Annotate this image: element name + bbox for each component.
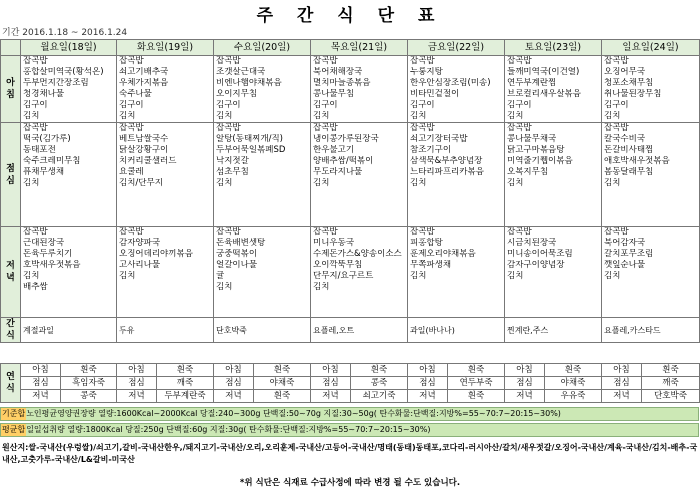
menu-item: 김치 [119, 111, 136, 121]
menu-period: 기간 2016.1.18 ~ 2016.1.24 [2, 28, 128, 38]
menu-item: 비타민겉절이 [410, 89, 460, 99]
lunch-day-cell [311, 123, 408, 227]
porridge-item-cell: 야채죽 [545, 377, 602, 390]
menu-item: 오이지무침 [216, 89, 258, 99]
breakfast-day-cell [505, 56, 602, 123]
menu-item: 김치/단무지 [119, 178, 163, 188]
menu-item: 삼색묵&부추양념장 [410, 156, 483, 166]
menu-item: 잡곡밥 [119, 56, 144, 66]
menu-item: 잡곡밥 [313, 56, 338, 66]
menu-item: 김치 [23, 111, 40, 121]
porridge-meal-cell: 점심 [408, 377, 448, 390]
menu-item: 잡곡밥 [507, 56, 532, 66]
menu-item: 김치 [313, 282, 330, 292]
menu-item: 잡곡밥 [410, 56, 435, 66]
menu-item [507, 282, 599, 293]
menu-item [604, 282, 697, 293]
menu-item: 김구이 [410, 100, 435, 110]
day-header: 수요일(20일) [214, 40, 311, 56]
day-header: 월요일(18일) [21, 40, 117, 56]
menu-item: 훈제오리야채볶음 [410, 249, 476, 259]
lunch-label: 점 심 [1, 123, 21, 227]
menu-item: 오징어데리야끼볶음 [119, 249, 193, 259]
menu-item: 돈갈비사태찜 [604, 145, 654, 155]
menu-item: 양배추쌈/떡볶이 [313, 156, 374, 166]
menu-item: 귤 [216, 271, 225, 281]
menu-item: 감자양파국 [119, 238, 161, 248]
menu-item: 단무지/요구르트 [313, 271, 374, 281]
porridge-item-cell: 흰죽 [254, 364, 311, 377]
menu-item: 비엔나햄야채볶음 [216, 78, 282, 88]
menu-item: 숙주나물 [119, 89, 152, 99]
menu-item: 브로컬리새우살볶음 [507, 89, 581, 99]
dinner-day-cell [408, 227, 505, 318]
menu-item: 들깨미역국(이건열) [507, 67, 580, 77]
breakfast-day-cell [602, 56, 700, 123]
porridge-item-cell: 흰죽 [61, 364, 117, 377]
menu-item [410, 282, 502, 293]
menu-item: 한우불고기 [313, 145, 355, 155]
menu-item: 배추쌈 [23, 282, 48, 292]
snack-cell: 계절과일 [21, 318, 117, 343]
menu-item: 요쿨레 [119, 167, 144, 177]
senior-nutrition-text: 노인평균영양권장량 열량:1600Kcal~2000Kcal 당질:240~300g 단백질:50~70g 지질:30~50g( 탄수화물:단백질:지방%=55~70:7~20:15~30%) [26, 409, 561, 418]
porridge-item-cell: 콩죽 [61, 390, 117, 403]
menu-item: 잡곡밥 [507, 123, 532, 133]
menu-item [119, 282, 211, 293]
menu-item: 피홍합탕 [410, 238, 443, 248]
menu-item: 돈육배변셋탕 [216, 238, 266, 248]
menu-item: 김치 [507, 178, 524, 188]
menu-item: 조갯살근대국 [216, 67, 266, 77]
menu-item: 연두부계란찜 [507, 78, 557, 88]
menu-item: 잡곡밥 [507, 227, 532, 237]
menu-item: 김치 [604, 178, 621, 188]
porridge-item-cell: 흰죽 [545, 364, 602, 377]
porridge-meal-cell: 점심 [505, 377, 545, 390]
menu-item: 돈육두루치기 [23, 249, 73, 259]
day-header: 일요일(24일) [602, 40, 700, 56]
menu-item: 감자구이양념장 [507, 260, 565, 270]
menu-item: 봄동달래무침 [604, 167, 654, 177]
menu-item: 두부어묵일볶폐SD [216, 145, 286, 155]
lunch-day-cell [408, 123, 505, 227]
porridge-meal-cell: 아침 [117, 364, 157, 377]
porridge-meal-cell: 점심 [311, 377, 351, 390]
adult-nutrition-tag: 평균합 [2, 425, 26, 434]
lunch-day-cell [602, 123, 700, 227]
dinner-day-cell [311, 227, 408, 318]
menu-item: 미니우동국 [313, 238, 355, 248]
menu-item: 참조기구이 [410, 145, 452, 155]
snack-cell: 찐계란,주스 [505, 318, 602, 343]
menu-item: 김치 [410, 111, 427, 121]
porridge-meal-cell: 아침 [602, 364, 642, 377]
menu-item: 김치 [313, 178, 330, 188]
lunch-day-cell [21, 123, 117, 227]
menu-item: 김구이 [313, 100, 338, 110]
lunch-day-cell [505, 123, 602, 227]
porridge-meal-cell: 점심 [117, 377, 157, 390]
menu-item: 쇠고기장터국밥 [410, 134, 468, 144]
menu-item: 퓨채무생채 [23, 167, 65, 177]
menu-item: 콩나물무침 [313, 89, 355, 99]
menu-item: 닭고구마볶음탕 [507, 145, 565, 155]
porridge-meal-cell: 점심 [602, 377, 642, 390]
menu-item: 무도라지나물 [313, 167, 363, 177]
menu-item: 김치 [507, 271, 524, 281]
change-notice: *위 식단은 식재료 수급사정에 따라 변경 될 수도 있습니다. [239, 478, 461, 488]
day-header: 화요일(19일) [117, 40, 214, 56]
porridge-item-cell: 야채죽 [254, 377, 311, 390]
menu-item: 깻잎순나물 [604, 260, 646, 270]
porridge-meal-cell: 점심 [214, 377, 254, 390]
menu-item: 홍합살미역국(황석온) [23, 67, 104, 77]
menu-item: 김치 [216, 111, 233, 121]
menu-item: 청포소채무침 [604, 78, 654, 88]
porridge-meal-cell: 저녁 [505, 390, 545, 403]
menu-item: 김치 [507, 111, 524, 121]
snack-label: 간식 [1, 318, 21, 343]
menu-item: 청경채나물 [23, 89, 65, 99]
menu-item: 잡곡밥 [216, 227, 241, 237]
origin-info: 원산지:쌀-국내산(우렁쌀)/쇠고기,갈비-국내산한우,/돼지고기-국내산/오리,오리훈제-국내산/고등어-국내산/명태(동태)동태포,코다리-러시아산/갈치/새우젓갈/오징어-국내산/계육-국내산/김치-배추-국내산,고춧가루-국내산/L&갈비-미국산 [2, 443, 698, 464]
porridge-item-cell: 흰죽 [448, 364, 505, 377]
dinner-day-cell [214, 227, 311, 318]
snack-cell: 두유 [117, 318, 214, 343]
porridge-table [0, 363, 700, 403]
adult-nutrition-bar [0, 423, 699, 437]
menu-item: 잡곡밥 [313, 227, 338, 237]
menu-item: 누룽지탕 [410, 67, 443, 77]
menu-item: 알탕(동태찌개/직) [216, 134, 283, 144]
menu-item: 북어채해장국 [313, 67, 363, 77]
porridge-item-cell: 깨죽 [157, 377, 214, 390]
menu-item: 김구이 [604, 100, 629, 110]
senior-nutrition-tag: 기준합 [2, 409, 26, 418]
day-header: 금요일(22일) [408, 40, 505, 56]
breakfast-day-cell [311, 56, 408, 123]
menu-item: 잡곡밥 [119, 123, 144, 133]
menu-item: 김치 [216, 178, 233, 188]
menu-item: 잡곡밥 [23, 227, 48, 237]
menu-item: 잡곡밥 [119, 227, 144, 237]
porridge-meal-cell: 저녁 [21, 390, 61, 403]
menu-item: 김치 [604, 271, 621, 281]
menu-item: 김치 [23, 178, 40, 188]
menu-item: 낙지젓갈 [216, 156, 249, 166]
lunch-day-cell [214, 123, 311, 227]
porridge-meal-cell: 저녁 [117, 390, 157, 403]
senior-nutrition-bar [0, 407, 699, 421]
breakfast-day-cell [117, 56, 214, 123]
menu-item: 동태포전 [23, 145, 56, 155]
menu-item: 숙주크레미무침 [23, 156, 81, 166]
menu-item: 잡곡밥 [23, 56, 48, 66]
porridge-item-cell: 쇠고기죽 [351, 390, 408, 403]
menu-item: 잡곡밥 [604, 227, 629, 237]
menu-item: 얼갈이나물 [216, 260, 258, 270]
porridge-item-cell: 흑임자죽 [61, 377, 117, 390]
menu-item: 떡국(김가루) [23, 134, 71, 144]
menu-item: 닭살강황구이 [119, 145, 169, 155]
menu-item: 김구이 [216, 100, 241, 110]
menu-item: 잡곡밥 [23, 123, 48, 133]
porridge-item-cell: 흰죽 [448, 390, 505, 403]
dinner-day-cell [602, 227, 700, 318]
menu-item: 잡곡밥 [604, 123, 629, 133]
snack-cell: 요플레,카스타드 [602, 318, 700, 343]
menu-item: 수제돈가스&양송이소스 [313, 249, 402, 259]
menu-item: 우체가지볶음 [119, 78, 169, 88]
menu-item: 오징어무국 [604, 67, 646, 77]
snack-cell: 단호박죽 [214, 318, 311, 343]
porridge-meal-cell: 저녁 [602, 390, 642, 403]
breakfast-row [1, 56, 700, 123]
menu-item: 미역줄기쮑이볶음 [507, 156, 573, 166]
menu-item: 무쪽파생채 [410, 260, 452, 270]
porridge-row [1, 364, 700, 377]
menu-item: 김치 [23, 271, 40, 281]
snack-cell: 과일(바나나) [408, 318, 505, 343]
page-title: 주 간 식 단 표 [256, 6, 444, 26]
breakfast-day-cell [214, 56, 311, 123]
porridge-row [1, 390, 700, 403]
menu-item: 칼국수비국 [604, 134, 646, 144]
menu-item: 근대된장국 [23, 238, 65, 248]
menu-item: 잡곡밥 [216, 123, 241, 133]
breakfast-day-cell [408, 56, 505, 123]
menu-item: 애호박새우젓볶음 [604, 156, 670, 166]
menu-item: 잡곡밥 [410, 227, 435, 237]
menu-item: 김치 [410, 271, 427, 281]
menu-item: 호박새우젓볶음 [23, 260, 81, 270]
dinner-day-cell [117, 227, 214, 318]
menu-item: 김치 [604, 111, 621, 121]
menu-item: 두부먼지간장조림 [23, 78, 89, 88]
menu-item: 오복지무침 [507, 167, 549, 177]
porridge-item-cell: 우유죽 [545, 390, 602, 403]
menu-item: 김구이 [119, 100, 144, 110]
breakfast-day-cell [21, 56, 117, 123]
porridge-item-cell: 흰죽 [254, 390, 311, 403]
snack-row [1, 318, 700, 343]
menu-item: 오이깍뚝무침 [313, 260, 363, 270]
day-header-row [1, 40, 700, 56]
porridge-meal-cell: 아침 [505, 364, 545, 377]
menu-item: 시금치된장국 [507, 238, 557, 248]
menu-item: 김치 [216, 282, 233, 292]
porridge-meal-cell: 저녁 [214, 390, 254, 403]
menu-item: 멸치마늘종볶음 [313, 78, 371, 88]
porridge-meal-cell: 점심 [21, 377, 61, 390]
menu-item: 김구이 [23, 100, 48, 110]
porridge-label: 연 식 [1, 364, 21, 403]
porridge-item-cell: 흰죽 [642, 364, 700, 377]
porridge-meal-cell: 아침 [408, 364, 448, 377]
menu-item: 취나물된장무침 [604, 89, 662, 99]
menu-item: 쇠고기배추국 [119, 67, 169, 77]
menu-item: 북어감자국 [604, 238, 646, 248]
menu-item: 고사리나물 [119, 260, 161, 270]
weekly-menu-table [0, 39, 700, 343]
porridge-meal-cell: 아침 [311, 364, 351, 377]
menu-item: 느타리파프리카볶음 [410, 167, 484, 177]
menu-item: 한우안심장조림(미송) [410, 78, 491, 88]
menu-item: 잡곡밥 [216, 56, 241, 66]
menu-item: 잡곡밥 [604, 56, 629, 66]
menu-item: 김치 [313, 111, 330, 121]
porridge-meal-cell: 아침 [21, 364, 61, 377]
menu-item: 김구이 [507, 100, 532, 110]
menu-item: 냉이콩가루된장국 [313, 134, 379, 144]
porridge-item-cell: 연두부죽 [448, 377, 505, 390]
menu-item: 잡곡밥 [313, 123, 338, 133]
menu-item: 김치 [119, 271, 136, 281]
day-header: 목요일(21일) [311, 40, 408, 56]
porridge-meal-cell: 저녁 [311, 390, 351, 403]
snack-cell: 요플레,오트 [311, 318, 408, 343]
porridge-item-cell: 두부계란죽 [157, 390, 214, 403]
menu-item: 궁중떡볶이 [216, 249, 258, 259]
breakfast-label: 아 침 [1, 56, 21, 123]
dinner-label: 저 녁 [1, 227, 21, 318]
porridge-meal-cell: 아침 [214, 364, 254, 377]
porridge-meal-cell: 저녁 [408, 390, 448, 403]
menu-item: 미니송이어묵조림 [507, 249, 573, 259]
porridge-item-cell: 흰죽 [351, 364, 408, 377]
lunch-day-cell [117, 123, 214, 227]
adult-nutrition-text: 일일섭취량 열량:1800Kcal 당질:250g 단백질:60g 지질:30g( 탄수화물:단백질:지방%=55~70:7~20:15~30%) [26, 425, 431, 434]
porridge-item-cell: 깨죽 [642, 377, 700, 390]
porridge-item-cell: 흰죽 [157, 364, 214, 377]
menu-item: 갈치포무조림 [604, 249, 654, 259]
dinner-day-cell [21, 227, 117, 318]
menu-item: 김치 [410, 178, 427, 188]
corner-cell [1, 40, 21, 56]
menu-item: 섬초무침 [216, 167, 249, 177]
porridge-item-cell: 단호박죽 [642, 390, 700, 403]
porridge-row [1, 377, 700, 390]
dinner-row [1, 227, 700, 318]
lunch-row [1, 123, 700, 227]
menu-item: 콩나물무채국 [507, 134, 557, 144]
porridge-item-cell: 콩죽 [351, 377, 408, 390]
day-header: 토요일(23일) [505, 40, 602, 56]
dinner-day-cell [505, 227, 602, 318]
menu-item: 베트남쌀국수 [119, 134, 169, 144]
menu-item: 잡곡밥 [410, 123, 435, 133]
menu-item: 치커리쿨샐러드 [119, 156, 177, 166]
